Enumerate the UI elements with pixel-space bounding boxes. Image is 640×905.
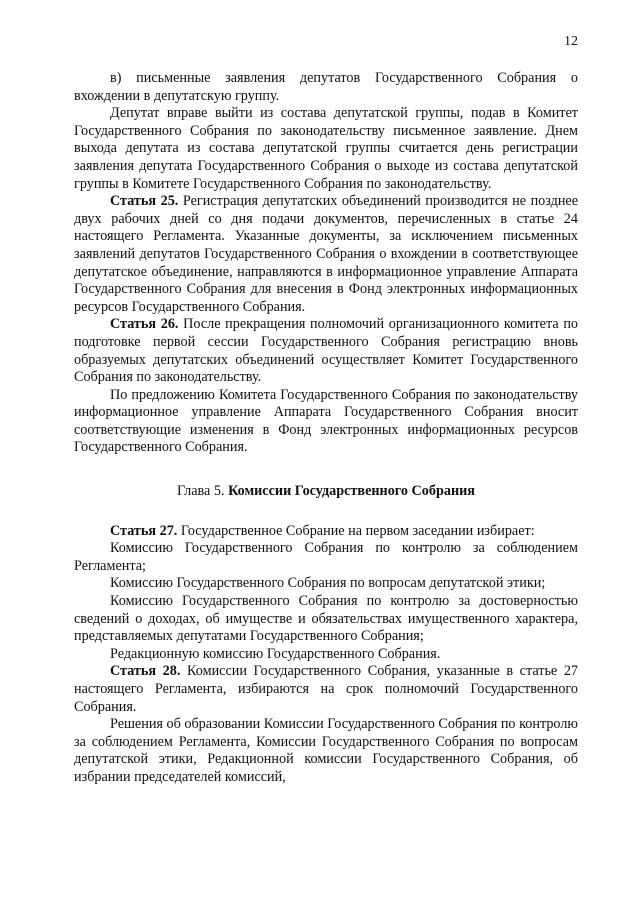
article-label: Статья 25. [110, 193, 179, 210]
paragraph-text: в) письменные заявления депутатов Государственного Собрания о вхождении в депутатскую группу. [74, 70, 578, 104]
paragraph [74, 663, 578, 716]
article-label: Статья 26. [110, 316, 179, 333]
paragraph-text: Решения об образовании Комиссии Государственного Собрания по контролю за соблюдением Регламента, Комиссии Государственного Собрания по вопросам депутатской этики, Редакционной комиссии Государственного Собрания, об избрании председателей комиссий, [74, 716, 578, 785]
paragraph-text: Комиссию Государственного Собрания по контролю за достоверностью сведений о доходах, об имуществе и обязательствах имущественного характера, представляемых депутатами Государственного Собрания; [74, 593, 578, 645]
paragraph [74, 105, 578, 193]
paragraph [74, 193, 578, 316]
paragraph-text: Комиссию Государственного Собрания по контролю за соблюдением Регламента; [74, 540, 578, 574]
paragraph [74, 575, 578, 593]
paragraph-text: Редакционную комиссию Государственного Собрания. [110, 645, 441, 662]
paragraph-text: Комиссии Государственного Собрания, указанные в статье 27 настоящего Регламента, избираются на срок полномочий Государственного Собрания. [74, 663, 579, 715]
article-label: Статья 28. [110, 663, 181, 680]
paragraph-text: Депутат вправе выйти из состава депутатской группы, подав в Комитет Государственного Собрания по законодательству письменное заявление. Днем выхода депутата из состава депутатской группы считается день регистрации заявления депутата Государственного Собрания о выходе из состава депутатской группы в Комитете Государственного Собрания по законодательству. [74, 105, 578, 192]
document-body [74, 70, 578, 787]
paragraph [74, 316, 578, 386]
paragraph-text: По предложению Комитета Государственного Собрания по законодательству информационное управление Аппарата Государственного Собрания вносит соответствующие изменения в Фонд электронных информационных ресурсов Государственного Собрания. [74, 386, 578, 456]
paragraph [74, 540, 578, 575]
paragraph-text: Регистрация депутатских объединений производится не позднее двух рабочих дней со дня подачи документов, перечисленных в статье 24 настоящего Регламента. Указанные документы, за исключением письменных заявлений депутатов Государственного Собрания о вхождении в соответствующее депутатское объединение, направляются в информационное управление Аппарата Государственного Собрания для внесения в Фонд электронных информационных ресурсов Государственного Собрания. [74, 193, 579, 315]
paragraph [74, 716, 578, 786]
paragraph-text: После прекращения полномочий организационного комитета по подготовке первой сессии Государственного Собрания регистрацию вновь образуемых депутатских объединений осуществляет Комитет Государственного Собрания по законодательству. [74, 316, 579, 386]
paragraph [74, 646, 578, 664]
chapter-heading [74, 483, 578, 501]
paragraph [74, 593, 578, 646]
paragraph [74, 523, 578, 541]
article-label: Статья 27. [110, 522, 178, 539]
paragraph [74, 70, 578, 105]
paragraph-text: Государственное Собрание на первом заседании избирает: [177, 522, 535, 539]
paragraph-text: Комиссию Государственного Собрания по вопросам депутатской этики; [110, 575, 546, 592]
page-number: 12 [564, 34, 578, 49]
paragraph [74, 387, 578, 457]
chapter-prefix: Глава 5. [177, 483, 229, 500]
chapter-title: Комиссии Государственного Собрания [228, 483, 475, 500]
